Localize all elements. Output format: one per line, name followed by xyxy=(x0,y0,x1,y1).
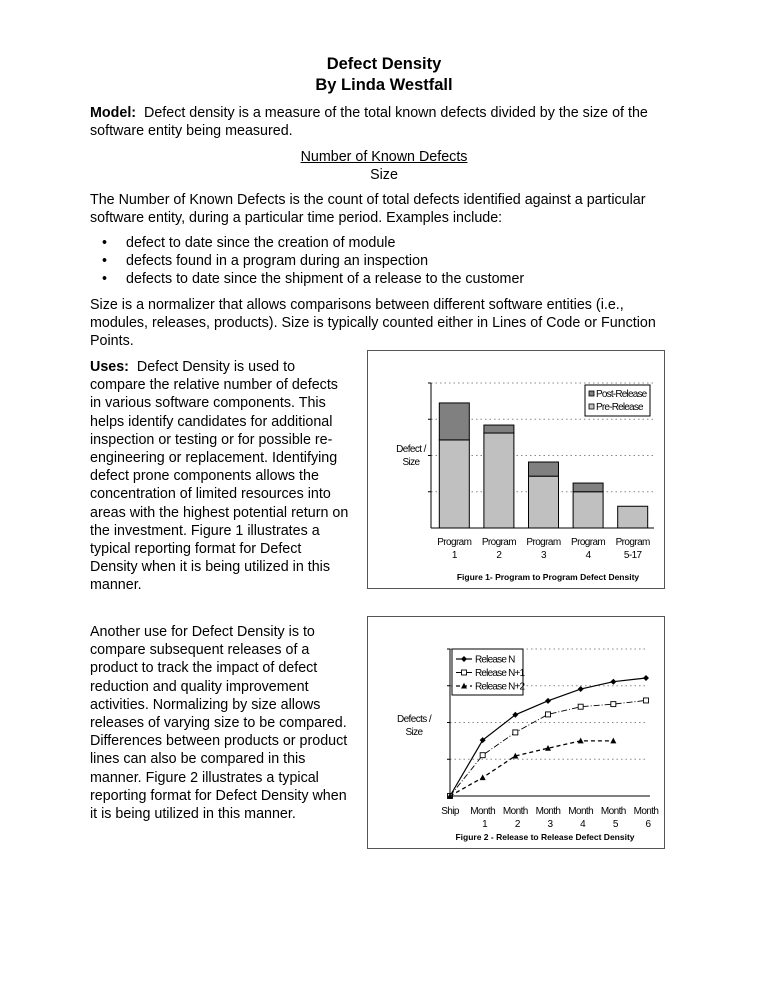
x-tick-label: Month xyxy=(568,806,594,817)
figure-1-chart xyxy=(367,350,665,589)
y-axis-label: Size xyxy=(405,727,423,738)
x-tick-label: 5-17 xyxy=(623,550,642,561)
legend-label: Pre-Release xyxy=(596,402,643,413)
data-point-release-n xyxy=(643,675,649,681)
another-use-line: lines can also be compared in this xyxy=(90,751,306,768)
bar-pre-release xyxy=(573,492,603,528)
uses-line: helps identify candidates for additional xyxy=(90,413,333,430)
bar-pre-release xyxy=(618,506,648,528)
x-tick-label: Month xyxy=(600,806,626,817)
data-point-release-n xyxy=(610,679,616,685)
x-tick-label: 4 xyxy=(585,550,591,561)
uses-line: Defect Density is used to xyxy=(128,359,296,375)
defects-line: software entity, during a particular time period. Examples include: xyxy=(90,210,503,227)
uses-line: concentration of limited resources into xyxy=(90,486,331,503)
another-use-line: product to track the impact of defect xyxy=(90,660,318,677)
another-use-line: compare subsequent releases of a xyxy=(90,642,310,659)
model-text: Defect density is a measure of the total known defects divided by the size of the xyxy=(136,105,648,121)
figure-2-chart xyxy=(367,616,665,849)
uses-paragraph xyxy=(90,358,365,595)
data-point-release-n-2 xyxy=(578,738,584,744)
x-tick-label: Program xyxy=(615,537,650,548)
another-use-line: reduction and quality improvement xyxy=(90,678,309,695)
another-use-line: releases of varying size to be compared. xyxy=(90,715,347,732)
uses-line: in various software components. This xyxy=(90,395,326,412)
uses-line: manner. xyxy=(90,577,142,594)
data-point-release-n-1 xyxy=(513,730,518,735)
bar-post-release xyxy=(439,403,469,440)
data-point-release-n xyxy=(545,698,551,704)
x-tick-label: 4 xyxy=(580,819,586,830)
legend-label: Release N+2 xyxy=(475,681,525,693)
bar-post-release xyxy=(484,425,514,433)
list-item: • defects to date since the shipment of a release to the customer xyxy=(90,270,690,288)
list-item: • defects found in a program during an inspection xyxy=(90,252,690,270)
figure-caption: Figure 1- Program to Program Defect Density xyxy=(456,572,640,582)
y-axis-label: Defect / xyxy=(396,444,426,455)
defects-paragraph xyxy=(90,191,710,227)
bar-pre-release xyxy=(439,440,469,528)
uses-label: Uses: xyxy=(90,359,129,375)
x-tick-label: Program xyxy=(437,537,472,548)
x-tick-label: Month xyxy=(502,806,528,817)
data-point-release-n-2 xyxy=(480,774,486,780)
x-tick-label: 6 xyxy=(645,819,651,830)
another-use-line: activities. Normalizing by size allows xyxy=(90,696,321,713)
x-tick-label: Program xyxy=(526,537,561,548)
data-point-release-n-1 xyxy=(611,702,616,707)
uses-line: inspection or testing or for possible re- xyxy=(90,431,333,448)
another-use-line: it is being utilized in this manner. xyxy=(90,806,296,823)
x-tick-label: Month xyxy=(535,806,561,817)
data-point-release-n-2 xyxy=(610,738,616,744)
x-tick-label: Month xyxy=(470,806,496,817)
x-tick-label: 2 xyxy=(514,819,520,830)
x-tick-label: 1 xyxy=(451,550,457,561)
figure-2-svg xyxy=(368,617,666,850)
x-tick-label: 1 xyxy=(482,819,488,830)
legend-label: Post-Release xyxy=(596,389,647,400)
uses-line: Density when it is being utilized in this xyxy=(90,559,330,576)
another-use-line: Another use for Defect Density is to xyxy=(90,624,315,640)
x-tick-label: 3 xyxy=(547,819,553,830)
model-text-2: software entity being measured. xyxy=(90,123,293,140)
bar-pre-release xyxy=(529,476,559,528)
series-line-release-n-2 xyxy=(450,741,613,796)
x-tick-label: Month xyxy=(633,806,659,817)
figure-1-svg xyxy=(368,351,666,590)
formula-numerator: Number of Known Defects xyxy=(300,149,468,165)
formula-denominator: Size xyxy=(370,167,398,183)
defects-line: The Number of Known Defects is the count of total defects identified against a particular xyxy=(90,192,646,208)
uses-line: areas with the highest potential return on xyxy=(90,504,349,521)
uses-line: engineering or replacement. Identifying xyxy=(90,450,338,467)
y-axis-label: Size xyxy=(402,457,420,468)
bar-pre-release xyxy=(484,433,514,528)
model-paragraph xyxy=(90,104,690,140)
x-tick-label: Program xyxy=(571,537,606,548)
size-paragraph xyxy=(90,296,710,351)
examples-list xyxy=(90,234,690,289)
size-line: Points. xyxy=(90,333,134,350)
list-item: • defect to date since the creation of module xyxy=(90,234,690,252)
x-tick-label: 3 xyxy=(541,550,546,561)
another-use-line: manner. Figure 2 illustrates a typical xyxy=(90,769,319,786)
another-use-line: reporting format for Defect Density when xyxy=(90,787,347,804)
uses-line: typical reporting format for Defect xyxy=(90,541,302,558)
x-tick-label: 2 xyxy=(496,550,502,561)
uses-line: defect prone components allows the xyxy=(90,468,319,485)
x-tick-label: Program xyxy=(481,537,516,548)
document-title: Defect Density xyxy=(326,55,442,73)
x-tick-label: 5 xyxy=(612,819,618,830)
legend-label: Release N xyxy=(475,654,515,666)
figure-caption: Figure 2 - Release to Release Defect Density xyxy=(455,832,635,842)
bar-post-release xyxy=(529,462,559,476)
data-point-release-n-1 xyxy=(578,704,583,709)
data-point-release-n xyxy=(578,686,584,692)
uses-line: compare the relative number of defects xyxy=(90,377,338,394)
bar-post-release xyxy=(573,483,603,492)
document-author: By Linda Westfall xyxy=(315,76,453,94)
data-point-release-n-1 xyxy=(644,698,649,703)
size-line: modules, releases, products). Size is typically counted either in Lines of Code or Function xyxy=(90,315,656,332)
another-use-line: Differences between products or product xyxy=(90,733,348,750)
another-use-paragraph xyxy=(90,623,365,823)
legend-marker xyxy=(462,670,467,675)
x-tick-label: Ship xyxy=(441,806,459,817)
size-line: Size is a normalizer that allows comparisons between different software entities (i.e., xyxy=(90,297,624,313)
data-point-release-n-1 xyxy=(480,753,485,758)
legend-label: Release N+1 xyxy=(475,668,525,679)
legend-swatch xyxy=(589,404,594,409)
series-line-release-n xyxy=(450,678,646,796)
y-axis-label: Defects / xyxy=(396,714,432,725)
model-label: Model: xyxy=(90,105,137,121)
uses-line: the investment. Figure 1 illustrates a xyxy=(90,522,320,539)
legend-swatch xyxy=(589,391,594,396)
data-point-release-n-1 xyxy=(546,712,551,717)
